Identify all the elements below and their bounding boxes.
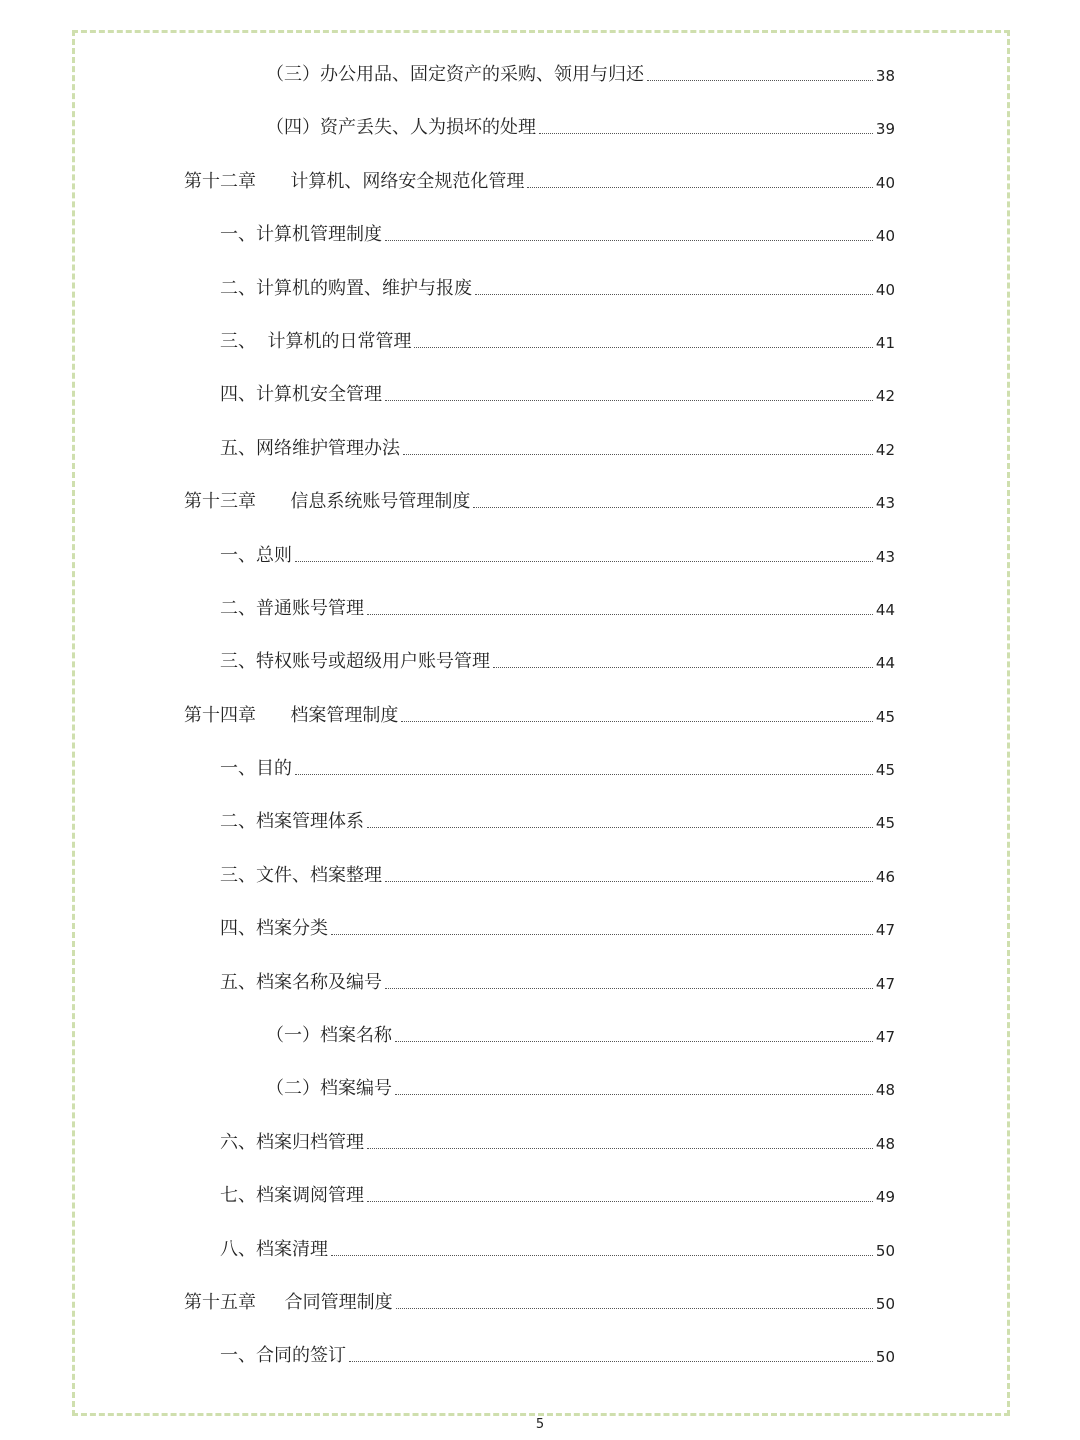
toc-entry-title: 一、计算机管理制度	[220, 224, 382, 246]
toc-leader-dots	[539, 133, 873, 134]
toc-entry-page: 45	[875, 761, 895, 780]
page-number: 5	[535, 1417, 545, 1432]
toc-entry-title: 四、档案分类	[220, 918, 328, 940]
toc-entry[interactable]	[0, 1117, 1080, 1170]
toc-entry-title: 三、特权账号或超级用户账号管理	[220, 651, 490, 673]
toc-entry[interactable]	[0, 850, 1080, 903]
toc-entry[interactable]	[0, 263, 1080, 316]
toc-leader-dots	[395, 1041, 873, 1042]
toc-entry-title: 第十四章 档案管理制度	[184, 704, 399, 726]
toc-entry[interactable]	[0, 1010, 1080, 1063]
toc-entry[interactable]	[0, 423, 1080, 476]
toc-entry-page: 45	[875, 707, 895, 726]
toc-entry-title: 三、 计算机的日常管理	[220, 330, 412, 352]
toc-entry[interactable]	[0, 903, 1080, 956]
toc-entry-page: 38	[875, 67, 895, 85]
toc-entry-page: 49	[875, 1188, 895, 1207]
toc-entry-title: 一、目的	[220, 758, 292, 780]
toc-entry-page: 47	[875, 974, 895, 993]
toc-entry-title: 第十五章 合同管理制度	[184, 1291, 393, 1313]
toc-leader-dots	[367, 827, 873, 828]
toc-entry-page: 40	[875, 227, 895, 246]
toc-entry-page: 42	[875, 440, 895, 459]
toc-entry-page: 50	[875, 1348, 895, 1367]
toc-entry-title: 八、档案清理	[220, 1238, 328, 1260]
toc-entry[interactable]	[0, 583, 1080, 636]
toc-entry-page: 47	[875, 921, 895, 940]
toc-leader-dots	[295, 774, 873, 775]
toc-leader-dots	[367, 1201, 873, 1202]
toc-entry[interactable]	[0, 49, 1080, 102]
toc-entry-page: 46	[875, 867, 895, 886]
toc-leader-dots	[349, 1361, 873, 1362]
toc-entry-page: 44	[875, 600, 895, 619]
toc-entry[interactable]	[0, 1277, 1080, 1330]
toc-entry-page: 47	[875, 1028, 895, 1047]
toc-entry-title: （四）资产丢失、人为损坏的处理	[266, 117, 536, 139]
toc-entry-page: 40	[875, 173, 895, 192]
toc-entry-title: 五、档案名称及编号	[220, 971, 382, 993]
table-of-contents	[0, 49, 1080, 1384]
toc-entry[interactable]	[0, 1170, 1080, 1223]
toc-entry-page: 42	[875, 387, 895, 406]
toc-entry[interactable]	[0, 1330, 1080, 1383]
toc-entry-page: 40	[875, 280, 895, 299]
toc-entry-title: 五、网络维护管理办法	[220, 437, 400, 459]
toc-entry-page: 41	[875, 333, 895, 352]
toc-leader-dots	[385, 400, 873, 401]
toc-entry-page: 39	[875, 120, 895, 139]
toc-leader-dots	[367, 1148, 873, 1149]
toc-leader-dots	[396, 1308, 873, 1309]
toc-entry-page: 43	[875, 547, 895, 566]
toc-entry-page: 50	[875, 1241, 895, 1260]
toc-leader-dots	[331, 1255, 873, 1256]
toc-entry-title: （三）办公用品、固定资产的采购、领用与归还	[266, 64, 644, 85]
toc-entry-title: （一）档案名称	[266, 1025, 392, 1047]
toc-entry-title: （二）档案编号	[266, 1078, 392, 1100]
toc-leader-dots	[385, 988, 873, 989]
toc-entry[interactable]	[0, 743, 1080, 796]
toc-leader-dots	[473, 507, 873, 508]
toc-entry[interactable]	[0, 1224, 1080, 1277]
toc-entry[interactable]	[0, 209, 1080, 262]
toc-entry-title: 二、计算机的购置、维护与报废	[220, 277, 472, 299]
toc-entry-page: 48	[875, 1081, 895, 1100]
toc-entry[interactable]	[0, 316, 1080, 369]
toc-entry-title: 二、普通账号管理	[220, 597, 364, 619]
toc-leader-dots	[395, 1094, 873, 1095]
toc-leader-dots	[414, 347, 873, 348]
toc-entry[interactable]	[0, 796, 1080, 849]
toc-entry[interactable]	[0, 476, 1080, 529]
toc-entry-page: 48	[875, 1134, 895, 1153]
toc-leader-dots	[331, 934, 873, 935]
toc-leader-dots	[403, 454, 873, 455]
toc-leader-dots	[475, 294, 873, 295]
toc-leader-dots	[385, 881, 873, 882]
toc-entry[interactable]	[0, 530, 1080, 583]
toc-leader-dots	[647, 80, 873, 81]
toc-entry-title: 六、档案归档管理	[220, 1131, 364, 1153]
toc-entry-title: 第十三章 信息系统账号管理制度	[184, 491, 471, 513]
toc-entry-page: 45	[875, 814, 895, 833]
toc-entry-page: 50	[875, 1294, 895, 1313]
toc-entry[interactable]	[0, 1063, 1080, 1116]
toc-entry[interactable]	[0, 102, 1080, 155]
toc-entry-title: 一、总则	[220, 544, 292, 566]
toc-leader-dots	[493, 667, 873, 668]
toc-entry-page: 44	[875, 654, 895, 673]
toc-leader-dots	[367, 614, 873, 615]
toc-leader-dots	[385, 240, 873, 241]
toc-entry-title: 第十二章 计算机、网络安全规范化管理	[184, 170, 525, 192]
toc-entry-title: 二、档案管理体系	[220, 811, 364, 833]
toc-entry-title: 四、计算机安全管理	[220, 384, 382, 406]
toc-leader-dots	[527, 187, 873, 188]
toc-entry-title: 一、合同的签订	[220, 1345, 346, 1367]
toc-leader-dots	[401, 721, 873, 722]
toc-entry[interactable]	[0, 636, 1080, 689]
toc-leader-dots	[295, 561, 873, 562]
toc-entry[interactable]	[0, 369, 1080, 422]
toc-entry-title: 七、档案调阅管理	[220, 1185, 364, 1207]
toc-entry[interactable]	[0, 690, 1080, 743]
toc-entry-title: 三、文件、档案整理	[220, 864, 382, 886]
toc-entry[interactable]	[0, 156, 1080, 209]
toc-entry[interactable]	[0, 957, 1080, 1010]
toc-entry-page: 43	[875, 494, 895, 513]
